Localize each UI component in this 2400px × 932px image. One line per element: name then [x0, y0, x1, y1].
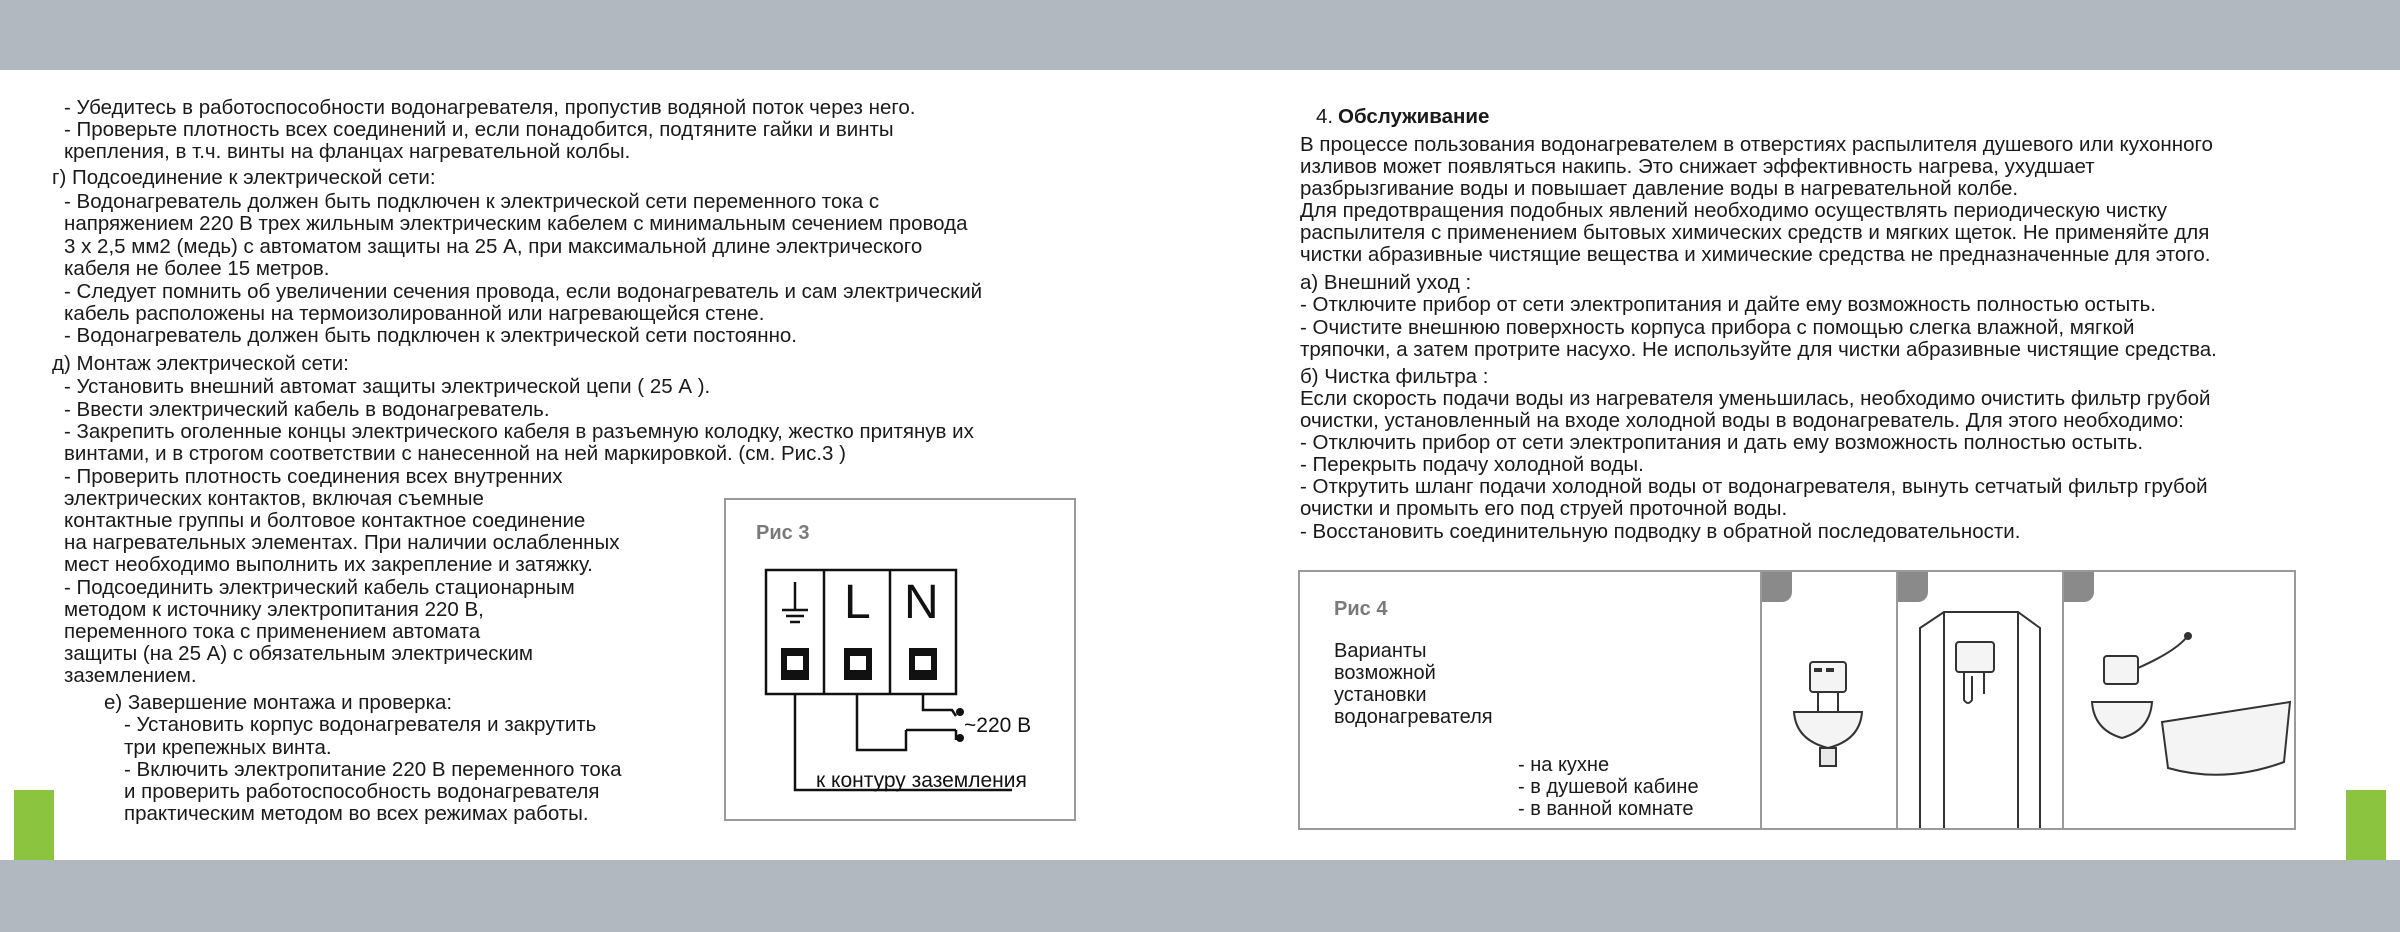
panel-corner	[1762, 572, 1792, 602]
text-line: заземлением.	[64, 664, 197, 687]
panel-corner	[2064, 572, 2094, 602]
figure-4-desc-line: возможной	[1334, 662, 1436, 684]
install-option: - на кухне	[1518, 754, 1610, 776]
text-line: 3 х 2,5 мм2 (медь) с автоматом защиты на 25 А, при максимальной длине электрического	[64, 235, 923, 258]
text-line: - Установить корпус водонагревателя и закрутить	[124, 713, 597, 736]
figure-4-caption: Рис 4	[1334, 598, 1388, 620]
text-line: методом к источнику электропитания 220 В,	[64, 598, 484, 621]
text-line: - Водонагреватель должен быть подключен к электрической сети постоянно.	[64, 324, 797, 347]
bottom-band	[0, 860, 2400, 932]
kitchen-illustration	[1760, 572, 1896, 828]
figure-4-desc-line: установки	[1334, 684, 1427, 706]
text-line: контактные группы и болтовое контактное соединение	[64, 509, 586, 532]
text-line: кабель расположены на термоизолированной или нагревающейся стене.	[64, 302, 765, 325]
text-line: - Отключить прибор от сети электропитания и дать ему возможность полностью остыть.	[1300, 431, 2144, 454]
sink-icon	[1762, 572, 1896, 828]
install-option: - в душевой кабине	[1518, 776, 1699, 798]
text-line: - Отключите прибор от сети электропитания и дайте ему возможность полностью остыть.	[1300, 293, 2157, 316]
text-line: кабеля не более 15 метров.	[64, 257, 330, 280]
text-line: крепления, в т.ч. винты на фланцах нагревательной колбы.	[64, 140, 631, 163]
text-line: - Закрепить оголенные концы электрического кабеля в разъемную колодку, жестко притянув их	[64, 420, 974, 443]
figure-4-desc-line: Варианты	[1334, 640, 1427, 662]
text-line: винтами, и в строгом соответствии с нанесенной на ней маркировкой. (см. Рис.3 )	[64, 442, 846, 465]
section-title: Обслуживание	[1338, 105, 1490, 128]
text-line: три крепежных винта.	[124, 736, 332, 759]
text-line: чистки абразивные чистящие вещества и химические средства не предназначенные для этого.	[1300, 243, 2211, 266]
wiring-diagram	[724, 498, 1076, 821]
section-heading: б) Чистка фильтра :	[1300, 365, 1489, 388]
figure-4-frame	[1298, 570, 2296, 830]
ground-label: к контуру заземления	[816, 769, 1027, 792]
panel-corner	[1898, 572, 1928, 602]
text-line: и проверить работоспособность водонагревателя	[124, 780, 600, 803]
section-heading: г) Подсоединение к электрической сети:	[52, 166, 436, 189]
text-line: напряжением 220 В трех жильным электрическим кабелем с минимальным сечением провода	[64, 212, 968, 235]
bathtub-icon	[2064, 572, 2296, 828]
text-line: - Подсоединить электрический кабель стационарным	[64, 576, 575, 599]
left-page-tab	[14, 790, 54, 860]
text-line: мест необходимо выполнить их закрепление и затяжку.	[64, 553, 593, 576]
figure-3-caption: Рис 3	[756, 522, 810, 544]
terminal-l-label: L	[844, 576, 871, 629]
text-line: - Очистите внешнюю поверхность корпуса прибора с помощью слегка влажной, мягкой	[1300, 316, 2135, 339]
right-page-tab	[2346, 790, 2386, 860]
text-line: - Следует помнить об увеличении сечения провода, если водонагреватель и сам электрический	[64, 280, 983, 303]
text-line: изливов может появляться накипь. Это снижает эффективность нагрева, ухудшает	[1300, 155, 2095, 178]
text-line: В процессе пользования водонагревателем в отверстиях распылителя душевого или кухонного	[1300, 133, 2213, 156]
text-line: - Включить электропитание 220 В переменного тока	[124, 758, 622, 781]
voltage-label: ~220 В	[964, 714, 1032, 737]
text-line: - Восстановить соединительную подводку в обратной последовательности.	[1300, 520, 2021, 543]
text-line: - Водонагреватель должен быть подключен к электрической сети переменного тока с	[64, 190, 880, 213]
text-line: - Установить внешний автомат защиты электрической цепи ( 25 А ).	[64, 375, 711, 398]
text-line: - Ввести электрический кабель в водонагреватель.	[64, 398, 550, 421]
terminal-n-label: N	[904, 576, 939, 629]
text-line: электрических контактов, включая съемные	[64, 487, 484, 510]
text-line: очистки и промыть его под струей проточной воды.	[1300, 497, 1788, 520]
section-heading: е) Завершение монтажа и проверка:	[104, 691, 453, 714]
text-line: - Убедитесь в работоспособности водонагревателя, пропустив водяной поток через него.	[64, 96, 916, 119]
install-option: - в ванной комнате	[1518, 798, 1694, 820]
text-line: Если скорость подачи воды из нагревателя уменьшилась, необходимо очистить фильтр грубой	[1300, 387, 2211, 410]
text-line: - Перекрыть подачу холодной воды.	[1300, 453, 1644, 476]
text-line: очистки, установленный на входе холодной воды в водонагреватель. Для этого необходимо:	[1300, 409, 2184, 432]
text-line: разбрызгивание воды и повышает давление воды в нагревательной колбе.	[1300, 177, 2019, 200]
text-line: - Открутить шланг подачи холодной воды от водонагревателя, вынуть сетчатый фильтр грубой	[1300, 475, 2208, 498]
text-line: - Проверьте плотность всех соединений и, если понадобится, подтяните гайки и винты	[64, 118, 894, 141]
text-line: Для предотвращения подобных явлений необходимо осуществлять периодическую чистку	[1300, 199, 2168, 222]
text-line: на нагревательных элементах. При наличии ослабленных	[64, 531, 620, 554]
section-heading: а) Внешний уход :	[1300, 271, 1472, 294]
text-line: - Проверить плотность соединения всех внутренних	[64, 465, 563, 488]
section-number: 4.	[1316, 105, 1334, 128]
section-heading: д) Монтаж электрической сети:	[52, 352, 349, 375]
shower-icon	[1898, 572, 2062, 828]
top-band	[0, 0, 2400, 70]
text-line: практическим методом во всех режимах работы.	[124, 802, 589, 825]
text-line: переменного тока с применением автомата	[64, 620, 481, 643]
text-line: защиты (на 25 А) с обязательным электрическим	[64, 642, 533, 665]
text-line: распылителя с применением бытовых химических средств и мягких щеток. Не применяйте для	[1300, 221, 2210, 244]
shower-illustration	[1896, 572, 2062, 828]
bathroom-illustration	[2062, 572, 2296, 828]
text-line: тряпочки, а затем протрите насухо. Не используйте для чистки абразивные чистящие средства.	[1300, 338, 2217, 361]
figure-4-desc-line: водонагревателя	[1334, 706, 1493, 728]
